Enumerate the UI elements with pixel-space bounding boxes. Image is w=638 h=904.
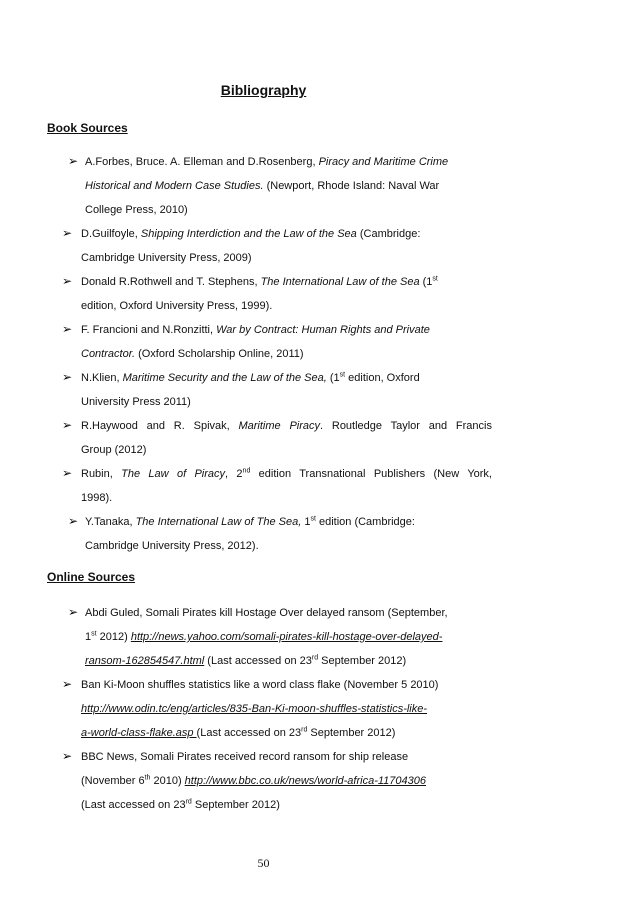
book-source-entry: ➢ D.Guilfoyle, Shipping Interdiction and the Law of the Sea (Cambridge: Cambridge University Press, 2009) <box>62 222 492 270</box>
book-source-entry: ➢ Y.Tanaka, The International Law of The Sea, 1st edition (Cambridge: Cambridge University Press, 2012). <box>68 510 498 558</box>
book-source-entry: ➢ N.Klien, Maritime Security and the Law of the Sea, (1st edition, Oxford University Press 2011) <box>62 366 492 414</box>
bullet-arrow-icon: ➢ <box>62 749 73 763</box>
section-heading-online-sources: Online Sources <box>47 570 136 584</box>
book-source-entry: ➢ F. Francioni and N.Ronzitti, War by Contract: Human Rights and Private Contractor. (Oxford Scholarship Online, 2011) <box>62 318 492 366</box>
online-source-entry: ➢ Abdi Guled, Somali Pirates kill Hostage Over delayed ransom (September, 1st 2012) http://news.yahoo.com/somali-pirates-kill-hostage-over-delayed- ransom-162854547.html (Last accessed on 23rd September 2012) <box>68 601 498 673</box>
bullet-arrow-icon: ➢ <box>62 322 73 336</box>
bullet-arrow-icon: ➢ <box>68 605 79 619</box>
section-heading-book-sources: Book Sources <box>47 121 128 135</box>
source-link[interactable]: ransom-162854547.html <box>85 655 205 667</box>
bullet-arrow-icon: ➢ <box>68 154 79 168</box>
bullet-arrow-icon: ➢ <box>62 370 73 384</box>
bullet-arrow-icon: ➢ <box>62 226 73 240</box>
online-source-entry: ➢ Ban Ki-Moon shuffles statistics like a word class flake (November 5 2010) http://www.odin.tc/eng/articles/835-Ban-Ki-moon-shuffles-statistics-like- a-world-class-flake.asp (Last accessed on 23rd September 2012) <box>62 673 492 745</box>
bullet-arrow-icon: ➢ <box>62 466 73 480</box>
book-source-entry: ➢ Donald R.Rothwell and T. Stephens, The International Law of the Sea (1st edition, Oxford University Press, 1999). <box>62 270 492 318</box>
bullet-arrow-icon: ➢ <box>62 418 73 432</box>
book-source-entry: ➢ R.Haywood and R. Spivak, Maritime Piracy. Routledge Taylor and Francis Group (2012) <box>62 414 492 462</box>
source-link[interactable]: http://www.bbc.co.uk/news/world-africa-11704306 <box>184 775 426 787</box>
source-link[interactable]: http://www.odin.tc/eng/articles/835-Ban-Ki-moon-shuffles-statistics-like- <box>81 703 428 715</box>
bullet-arrow-icon: ➢ <box>62 677 73 691</box>
bullet-arrow-icon: ➢ <box>62 274 73 288</box>
online-source-entry: ➢ BBC News, Somali Pirates received record ransom for ship release (November 6th 2010) http://www.bbc.co.uk/news/world-africa-11704306 (Last accessed on 23rd September 2012) <box>62 745 492 817</box>
book-source-entry: ➢ Rubin, The Law of Piracy, 2nd edition Transnational Publishers (New York, 1998). <box>62 462 492 510</box>
page-number: 50 <box>257 856 270 870</box>
source-link[interactable]: a-world-class-flake.asp <box>81 727 197 739</box>
source-link[interactable]: http://news.yahoo.com/somali-pirates-kill-hostage-over-delayed- <box>130 631 443 643</box>
page-title: Bibliography <box>220 82 307 98</box>
book-source-entry: ➢ A.Forbes, Bruce. A. Elleman and D.Rosenberg, Piracy and Maritime Crime Historical and Modern Case Studies. (Newport, Rhode Island: Naval War College Press, 2010) <box>68 150 498 222</box>
bullet-arrow-icon: ➢ <box>68 514 79 528</box>
